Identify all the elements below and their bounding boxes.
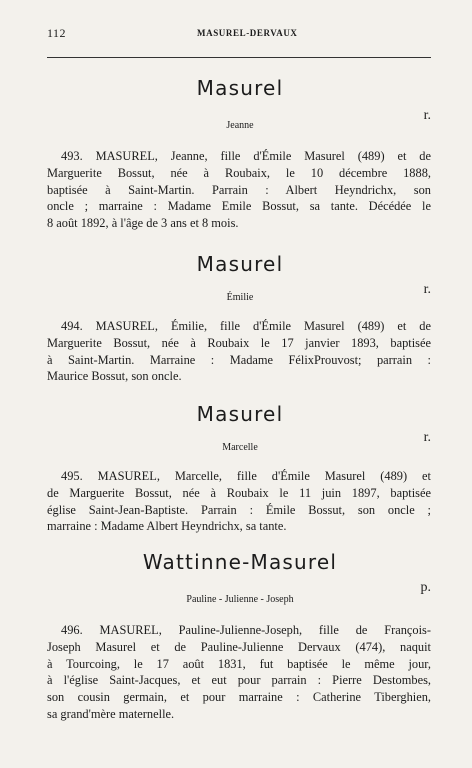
entry-title: Wattinne-Masurel: [142, 550, 338, 574]
body-line: baptisée à Saint-Martin. Parrain : Albert Heyndrichx, son: [47, 182, 431, 197]
body-line: 493. MASUREL, Jeanne, fille d'Émile Masurel (489) et de: [61, 149, 431, 163]
entry-marker: r.: [423, 282, 431, 297]
entry-title: Masurel: [196, 76, 284, 100]
entry-subtitle: Jeanne: [226, 120, 254, 131]
entry-subtitle: Émilie: [226, 292, 254, 303]
body-line: 494. MASUREL, Émilie, fille d'Émile Masurel (489) et de: [61, 319, 431, 333]
body-line: 8 août 1892, à l'âge de 3 ans et 8 mois.: [47, 216, 239, 231]
entry-marker: r.: [423, 108, 431, 123]
body-line: son cousin germain, et pour marraine : Catherine Tiberghien,: [47, 690, 431, 705]
body-line: 496. MASUREL, Pauline-Julienne-Joseph, fille de François-: [61, 623, 431, 637]
body-line: Maurice Bossut, son oncle.: [47, 369, 182, 384]
entry-marker: r.: [423, 430, 431, 445]
body-line: Marguerite Bossut, née à Roubaix le 17 janvier 1893, baptisée: [47, 335, 431, 350]
entry-body: [47, 148, 431, 232]
body-line: Joseph Masurel et de Pauline-Julienne Dervaux (474), naquit: [47, 639, 431, 654]
entry-subtitle: Marcelle: [222, 442, 258, 453]
body-line: de Marguerite Bossut, née à Roubaix le 11 juin 1897, baptisée: [47, 485, 431, 500]
running-title: MASUREL-DERVAUX: [197, 28, 298, 38]
body-line: marraine : Madame Albert Heyndrichx, sa tante.: [47, 519, 287, 534]
body-line: à Saint-Martin. Marraine : Madame FélixProuvost; parrain :: [47, 352, 431, 367]
entry-title: Masurel: [196, 402, 284, 426]
body-line: sa grand'mère maternelle.: [47, 706, 175, 721]
body-line: 495. MASUREL, Marcelle, fille d'Émile Masurel (489) et: [61, 469, 431, 483]
body-line: oncle ; marraine : Madame Emile Bossut, sa tante. Décédée le: [47, 199, 431, 214]
body-line: église Saint-Jean-Baptiste. Parrain : Émile Bossut, son oncle ;: [47, 502, 431, 517]
entry-body: [47, 318, 431, 385]
entry-body: [47, 622, 431, 723]
header-rule: [47, 57, 431, 58]
body-line: Marguerite Bossut, née à Roubaix, le 10 décembre 1888,: [47, 165, 431, 180]
body-line: à Tourcoing, le 17 août 1831, fut baptisée le même jour,: [47, 656, 431, 671]
entry-marker: p.: [420, 580, 431, 595]
entry-title: Masurel: [196, 252, 284, 276]
page-number: 112: [47, 26, 67, 40]
body-line: à l'église Saint-Jacques, et eut pour parrain : Pierre Destombes,: [47, 673, 431, 688]
entry-body: [47, 468, 431, 535]
entry-subtitle: Pauline - Julienne - Joseph: [186, 594, 294, 605]
running-header: [47, 26, 431, 46]
